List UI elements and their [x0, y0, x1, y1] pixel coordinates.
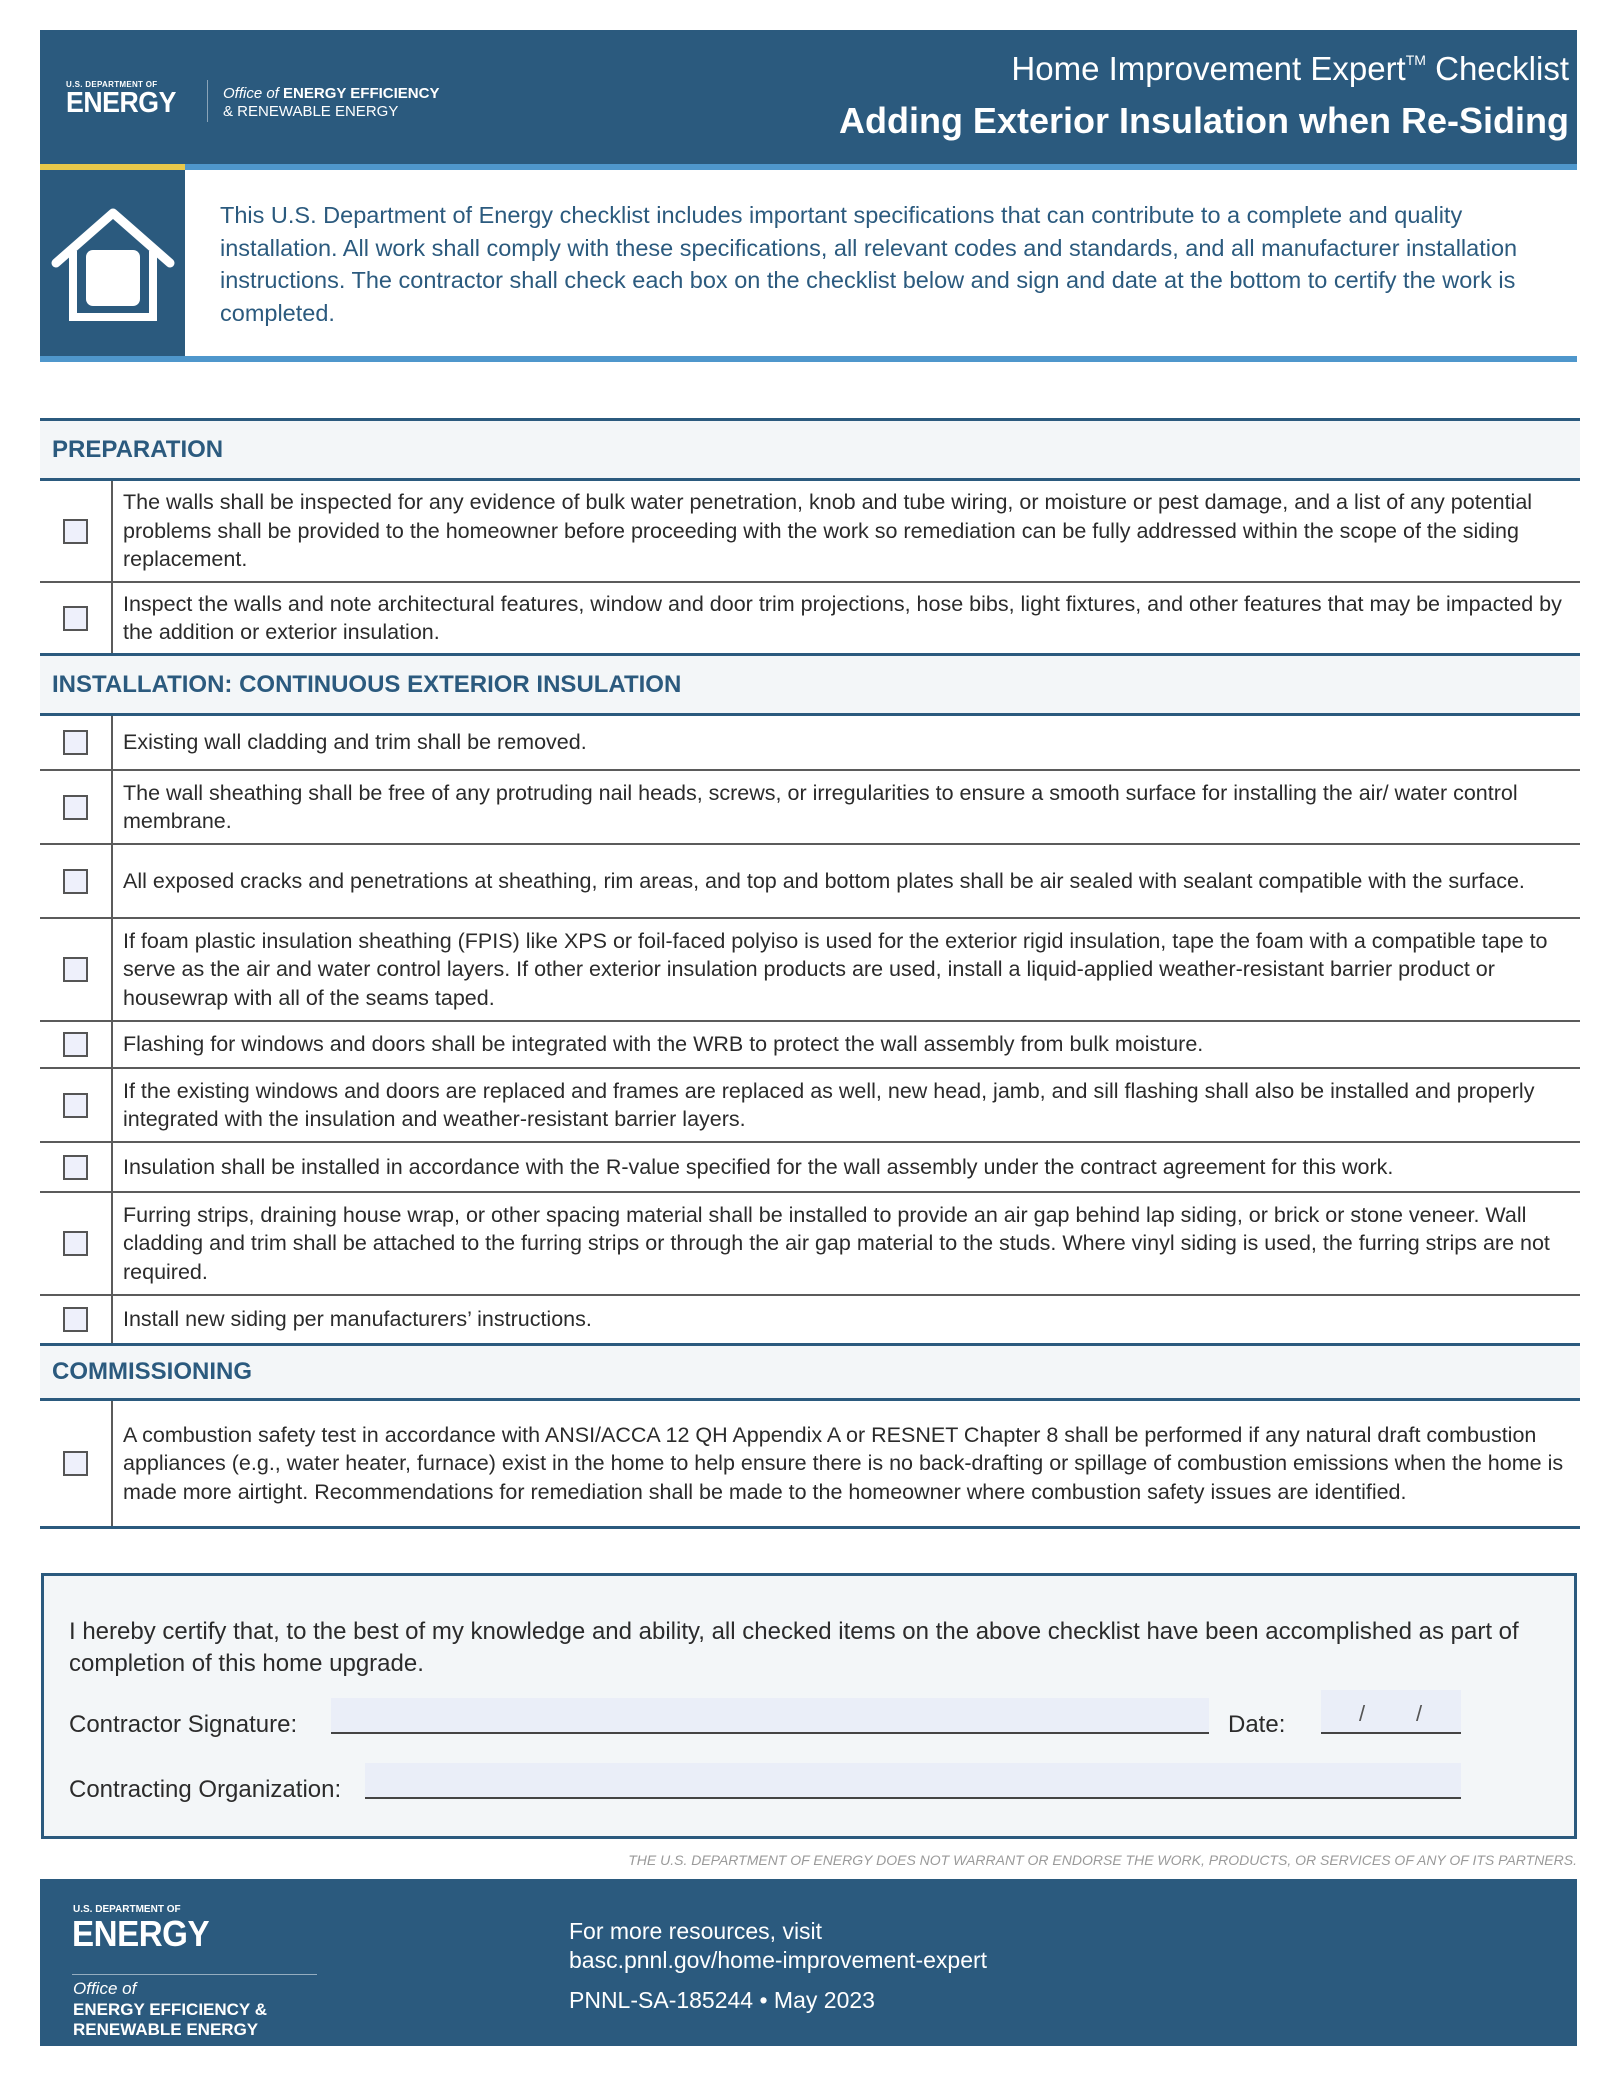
checklist-row: [40, 1401, 1580, 1529]
checklist-row: [40, 583, 1580, 656]
checkbox-cell: [40, 1022, 113, 1067]
intro-text: This U.S. Department of Energy checklist includes important specifications that can contribute to a complete and quality installation. All work shall comply with these specifications, all relevant codes and standards, and all manufacturer installation instructions. The contractor shall check each box on the checklist below and sign and date at the bottom to certify the work is completed.: [220, 202, 1518, 326]
footer-logo-dept: U.S. DEPARTMENT OF: [73, 1904, 181, 1915]
date-field[interactable]: [1321, 1690, 1461, 1734]
footer-office-name: [73, 2000, 267, 2040]
section-header-commissioning: COMMISSIONING: [40, 1346, 1580, 1401]
checklist-item-text: Install new siding per manufacturers’ instructions.: [123, 1307, 592, 1332]
page-header: [40, 30, 1577, 164]
checklist-row: [40, 771, 1580, 845]
date-label: Date:: [1228, 1711, 1286, 1738]
checkbox[interactable]: [63, 1231, 88, 1256]
signature-field[interactable]: [331, 1698, 1209, 1734]
checkbox[interactable]: [63, 1032, 88, 1057]
doe-logo: [66, 80, 185, 117]
checklist-item-text: The walls shall be inspected for any evidence of bulk water penetration, knob and tube wiring, or moisture or pest damage, and a list of any potential problems shall be provided to the homeowner before proceeding with the work so remediation can be fully addressed within the scope of the siding replacement.: [123, 490, 1533, 572]
checklist-item-text: All exposed cracks and penetrations at sheathing, rim areas, and top and bottom plates shall be air sealed with sealant compatible with the surface.: [123, 868, 1525, 893]
checkbox-cell: [40, 771, 113, 843]
checklist-item-text: Inspect the walls and note architectural features, window and door trim projections, hose bibs, light fixtures, and other features that may be impacted by the addition or exterior insulation.: [123, 591, 1562, 644]
logo-dept-text: U.S. DEPARTMENT OF: [66, 80, 158, 89]
certification-text: I hereby certify that, to the best of my knowledge and ability, all checked items on the above checklist have been accomplished as part of completion of this home upgrade.: [69, 1618, 1519, 1677]
checklist-item-text: The wall sheathing shall be free of any protruding nail heads, screws, or irregularities to ensure a smooth surface for installing the air/ water control membrane.: [123, 780, 1518, 833]
checkbox-cell: [40, 1069, 113, 1141]
footer-logo-energy: ENERGY: [72, 1913, 210, 1954]
checklist-row: [40, 1069, 1580, 1143]
checklist-item-text: Furring strips, draining house wrap, or other spacing material shall be installed to provide an air gap behind lap siding, or brick or stone veneer. Wall cladding and trim shall be attached to the furring strips or through the air gap material to the studs. Where vinyl siding is used, the furring strips are not required.: [123, 1202, 1550, 1284]
checkbox[interactable]: [63, 519, 88, 544]
page-footer: [40, 1879, 1577, 2046]
footer-resources-text: For more resources, visit: [569, 1918, 823, 1944]
certification-box: [41, 1573, 1577, 1839]
organization-label: Contracting Organization:: [69, 1776, 342, 1803]
office-line2: & RENEWABLE ENERGY: [223, 103, 399, 120]
checkbox[interactable]: [63, 1307, 88, 1332]
checkbox[interactable]: [63, 957, 88, 982]
checklist-item-text: A combustion safety test in accordance with ANSI/ACCA 12 QH Appendix A or RESNET Chapter 8 shall be performed if any natural draft combustion appliances (e.g., water heater, furnace) exist in the home to help ensure there is no back-drafting or spillage of combustion emissions when the home is made more airtight. Recommendations for remediation shall be made to the homeowner where combustion safety issues are identified.: [123, 1422, 1564, 1504]
checklist-series-title: [1011, 50, 1569, 88]
house-icon: [48, 205, 178, 325]
checklist-row: [40, 1143, 1580, 1193]
checkbox[interactable]: [63, 795, 88, 820]
footer-resources-link[interactable]: basc.pnnl.gov/home-improvement-expert: [569, 1947, 988, 1973]
checkbox[interactable]: [63, 1451, 88, 1476]
checklist-table: [40, 418, 1580, 1529]
checkbox-cell: [40, 845, 113, 917]
checklist-row: [40, 716, 1580, 771]
footer-office-prefix: Office of: [73, 1979, 137, 1998]
office-line1: ENERGY EFFICIENCY: [283, 85, 440, 102]
footer-office-line2: RENEWABLE ENERGY: [73, 2020, 259, 2039]
date-separator: /: [1359, 1701, 1366, 1726]
logo-energy-text: ENERGY: [66, 87, 176, 119]
checklist-item-text: Existing wall cladding and trim shall be removed.: [123, 730, 587, 755]
signature-label: Contractor Signature:: [69, 1711, 298, 1738]
logo-divider: [207, 80, 208, 122]
footer-office-line1: ENERGY EFFICIENCY &: [73, 2000, 267, 2019]
checkbox[interactable]: [63, 1155, 88, 1180]
checklist-row: [40, 1296, 1580, 1346]
series-title-text: Home Improvement Expert: [1011, 50, 1406, 87]
checkbox-cell: [40, 1401, 113, 1526]
accent-stripe-blue: [185, 164, 1577, 170]
checkbox[interactable]: [63, 730, 88, 755]
checklist-row: [40, 919, 1580, 1022]
intro-icon-panel: [40, 170, 185, 356]
organization-field[interactable]: [365, 1763, 1461, 1799]
checklist-item-text: If foam plastic insulation sheathing (FPIS) like XPS or foil-faced polyiso is used for the exterior rigid insulation, tape the foam with a compatible tape to serve as the air and water control layers. If other exterior insulation products are used, install a liquid-applied weather-resistant barrier product or housewrap with all of the seams taped.: [123, 928, 1548, 1010]
checklist-row: [40, 1193, 1580, 1296]
checklist-row: [40, 481, 1580, 583]
series-title-suffix: Checklist: [1425, 50, 1569, 87]
section-header-installation: INSTALLATION: CONTINUOUS EXTERIOR INSULATION: [40, 656, 1580, 716]
checkbox[interactable]: [63, 869, 88, 894]
checkbox-cell: [40, 716, 113, 769]
checklist-item-text: If the existing windows and doors are replaced and frames are replaced as well, new head, jamb, and sill flashing shall also be installed and properly integrated with the insulation and weather-resistant barrier layers.: [123, 1078, 1535, 1131]
checklist-item-text: Insulation shall be installed in accordance with the R-value specified for the wall assembly under the contract agreement for this work.: [123, 1154, 1394, 1179]
section-header-preparation: PREPARATION: [40, 421, 1580, 481]
checklist-row: [40, 845, 1580, 919]
checkbox[interactable]: [63, 606, 88, 631]
office-prefix: Office of: [223, 85, 279, 102]
intro-divider: [40, 356, 1577, 362]
checkbox[interactable]: [63, 1093, 88, 1118]
checkbox-cell: [40, 1193, 113, 1294]
checkbox-cell: [40, 919, 113, 1020]
date-separator: /: [1416, 1701, 1423, 1726]
trademark: TM: [1405, 52, 1426, 68]
checkbox-cell: [40, 1296, 113, 1343]
footer-document-id: PNNL-SA-185244 • May 2023: [569, 1987, 875, 2013]
checkbox-cell: [40, 481, 113, 581]
disclaimer-text: THE U.S. DEPARTMENT OF ENERGY DOES NOT WARRANT OR ENDORSE THE WORK, PRODUCTS, OR SERVICES OF ANY OF ITS PARTNERS.: [628, 1852, 1577, 1868]
checklist-row: [40, 1022, 1580, 1069]
page-title: Adding Exterior Insulation when Re-Siding: [838, 100, 1569, 141]
footer-logo-divider: [72, 1974, 317, 1975]
checkbox-cell: [40, 583, 113, 653]
checkbox-cell: [40, 1143, 113, 1191]
checklist-item-text: Flashing for windows and doors shall be integrated with the WRB to protect the wall assembly from bulk moisture.: [123, 1032, 1204, 1057]
office-name: [223, 85, 439, 121]
footer-resources: [569, 1917, 987, 1975]
